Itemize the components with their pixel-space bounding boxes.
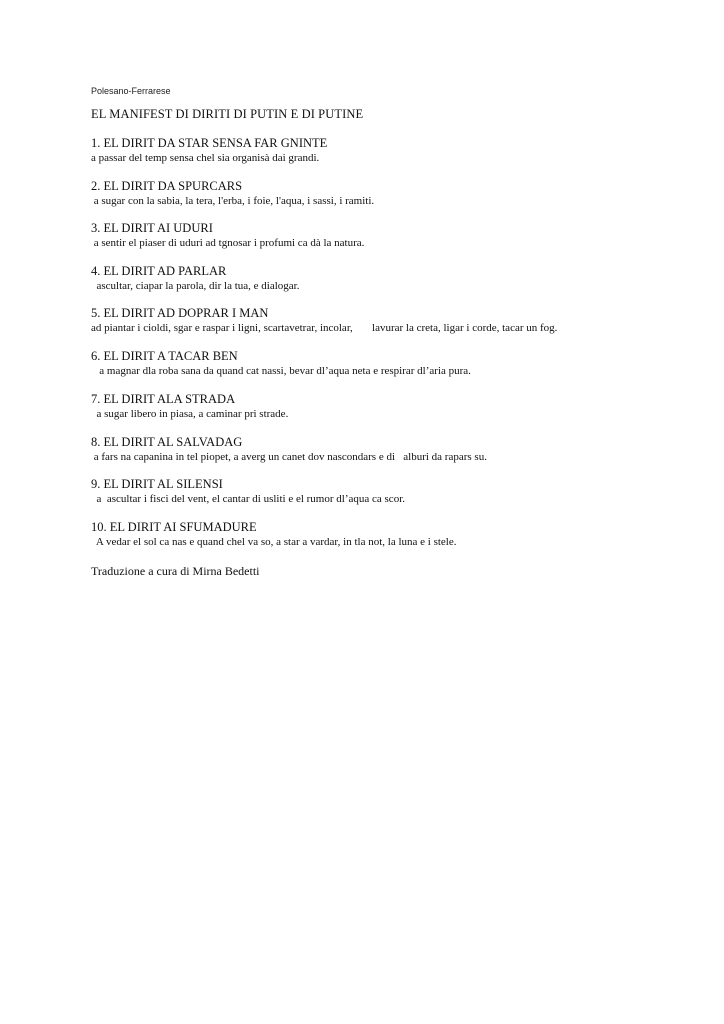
right-item [91,179,691,208]
right-heading: 9. EL DIRIT AL SILENSI [91,477,223,491]
right-item [91,520,691,549]
document-title: EL MANIFEST DI DIRITI DI PUTIN E DI PUTINE [91,107,364,121]
right-description: a passar del temp sensa chel sia organisà dai grandi. [91,152,320,164]
right-description: A vedar el sol ca nas e quand chel va so, a star a vardar, in tla not, la luna e i stele. [91,536,457,548]
right-item [91,435,691,464]
right-heading: 5. EL DIRIT AD DOPRAR I MAN [91,306,269,320]
right-heading: 3. EL DIRIT AI UDURI [91,221,213,235]
right-description: a fars na capanina in tel piopet, a averg un canet dov nascondars e di alburi da rapars su. [91,451,487,463]
right-item [91,349,691,378]
right-description: a ascultar i fisci del vent, el cantar di usliti e el rumor dl’aqua ca scor. [91,493,405,505]
right-heading: 6. EL DIRIT A TACAR BEN [91,349,238,363]
right-heading: 2. EL DIRIT DA SPURCARS [91,179,243,193]
right-heading: 8. EL DIRIT AL SALVADAG [91,435,243,449]
right-description: ad piantar i cioldi, sgar e raspar i ligni, scartavetrar, incolar, lavurar la creta, ligar i corde, tacar un fog. [91,322,558,334]
right-heading: 4. EL DIRIT AD PARLAR [91,264,227,278]
right-heading: 10. EL DIRIT AI SFUMADURE [91,520,257,534]
right-item [91,136,691,165]
right-item [91,477,691,506]
right-description: a sugar con la sabia, la tera, l'erba, i foie, l'aqua, i sassi, i ramiti. [91,195,375,207]
right-item [91,392,691,421]
right-description: a magnar dla roba sana da quand cat nassi, bevar dl’aqua neta e respirar dl’aria pura. [91,365,471,377]
right-description: a sugar libero in piasa, a caminar pri strade. [91,408,289,420]
right-item [91,264,691,293]
right-heading: 1. EL DIRIT DA STAR SENSA FAR GNINTE [91,136,328,150]
right-heading: 7. EL DIRIT ALA STRADA [91,392,236,406]
dialect-label: Polesano-Ferrarese [91,86,171,96]
right-item [91,221,691,250]
translation-credit: Traduzione a cura di Mirna Bedetti [91,564,260,578]
right-description: a sentir el piaser di uduri ad tgnosar i profumi ca dà la natura. [91,237,365,249]
right-description: ascultar, ciapar la parola, dir la tua, e dialogar. [91,280,300,292]
right-item [91,306,691,335]
